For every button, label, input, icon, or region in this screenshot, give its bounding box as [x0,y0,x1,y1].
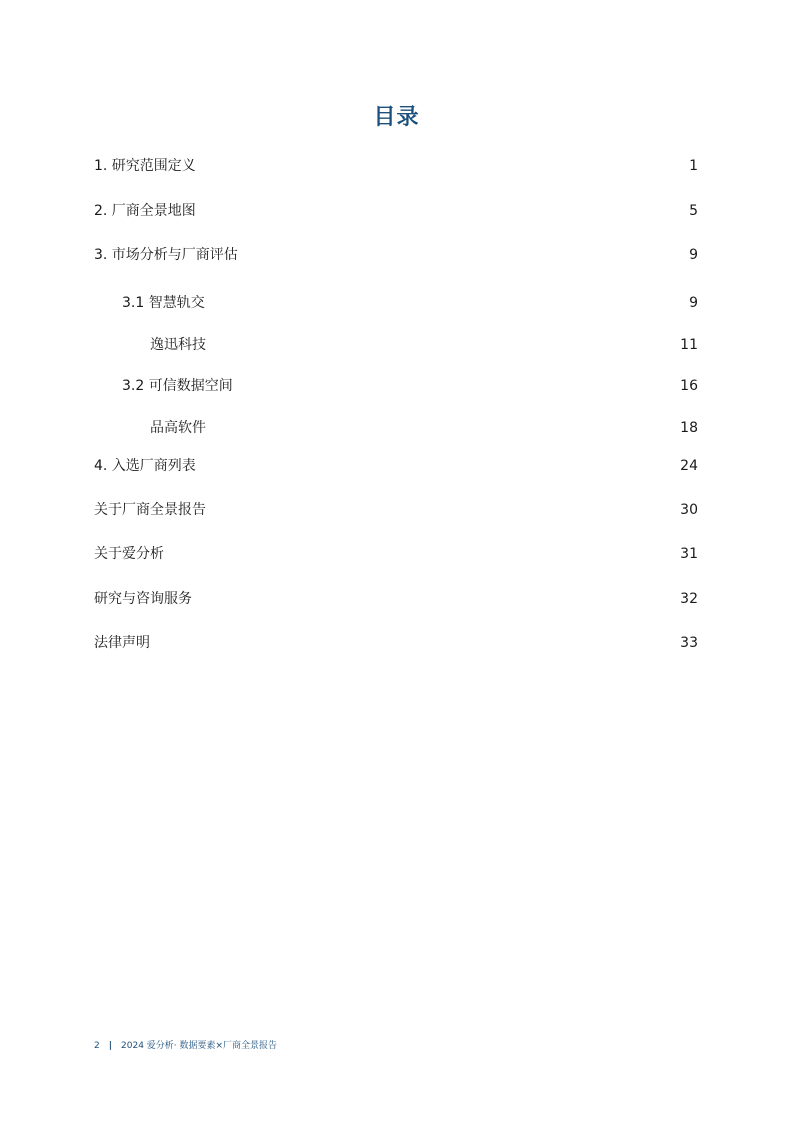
toc-entry[interactable] [94,589,698,609]
toc-entry-page: 11 [680,337,698,353]
toc-entry-page: 30 [680,502,698,518]
toc-entry-label: 3. 市场分析与厂商评估 [94,247,238,263]
toc-entry[interactable] [94,201,698,221]
footer-report-name: 2024 爱分析· 数据要素×厂商全景报告 [121,1041,278,1051]
toc-entry-page: 16 [680,378,698,394]
toc-entry-page: 1 [689,158,698,174]
toc-entry-page: 33 [680,635,698,651]
toc-entry-label: 品高软件 [150,420,206,436]
footer-separator: | [108,1041,113,1051]
page-footer [94,1039,277,1053]
toc-entry-label: 逸迅科技 [150,337,206,353]
toc-entry[interactable] [94,156,698,176]
toc-entry-label: 法律声明 [94,635,150,651]
toc-entry[interactable] [94,245,698,265]
toc-entry-page: 9 [689,295,698,311]
toc-entry[interactable] [94,544,698,564]
toc-entry-label: 3.1 智慧轨交 [122,295,205,311]
toc-entry-page: 18 [680,420,698,436]
toc-entry-label: 1. 研究范围定义 [94,158,196,174]
toc-entry[interactable] [94,418,698,438]
toc-entry-page: 31 [680,546,698,562]
page-title: 目录 [373,105,420,130]
toc-entry[interactable] [94,500,698,520]
toc-entry-label: 关于爱分析 [94,546,164,562]
toc-entry-label: 研究与咨询服务 [94,591,192,607]
toc-entry-page: 5 [689,203,698,219]
toc-entry-label: 2. 厂商全景地图 [94,203,196,219]
toc-entry-page: 32 [680,591,698,607]
toc-entry-page: 9 [689,247,698,263]
toc-entry[interactable] [94,376,698,396]
toc-entry-page: 24 [680,458,698,474]
toc-entry[interactable] [94,456,698,476]
toc-entry[interactable] [94,335,698,355]
toc-entry[interactable] [94,633,698,653]
toc-entry-label: 4. 入选厂商列表 [94,458,196,474]
toc-entry[interactable] [94,293,698,313]
footer-page-number: 2 [94,1041,100,1051]
toc-entry-label: 3.2 可信数据空间 [122,378,233,394]
toc-entry-label: 关于厂商全景报告 [94,502,206,518]
